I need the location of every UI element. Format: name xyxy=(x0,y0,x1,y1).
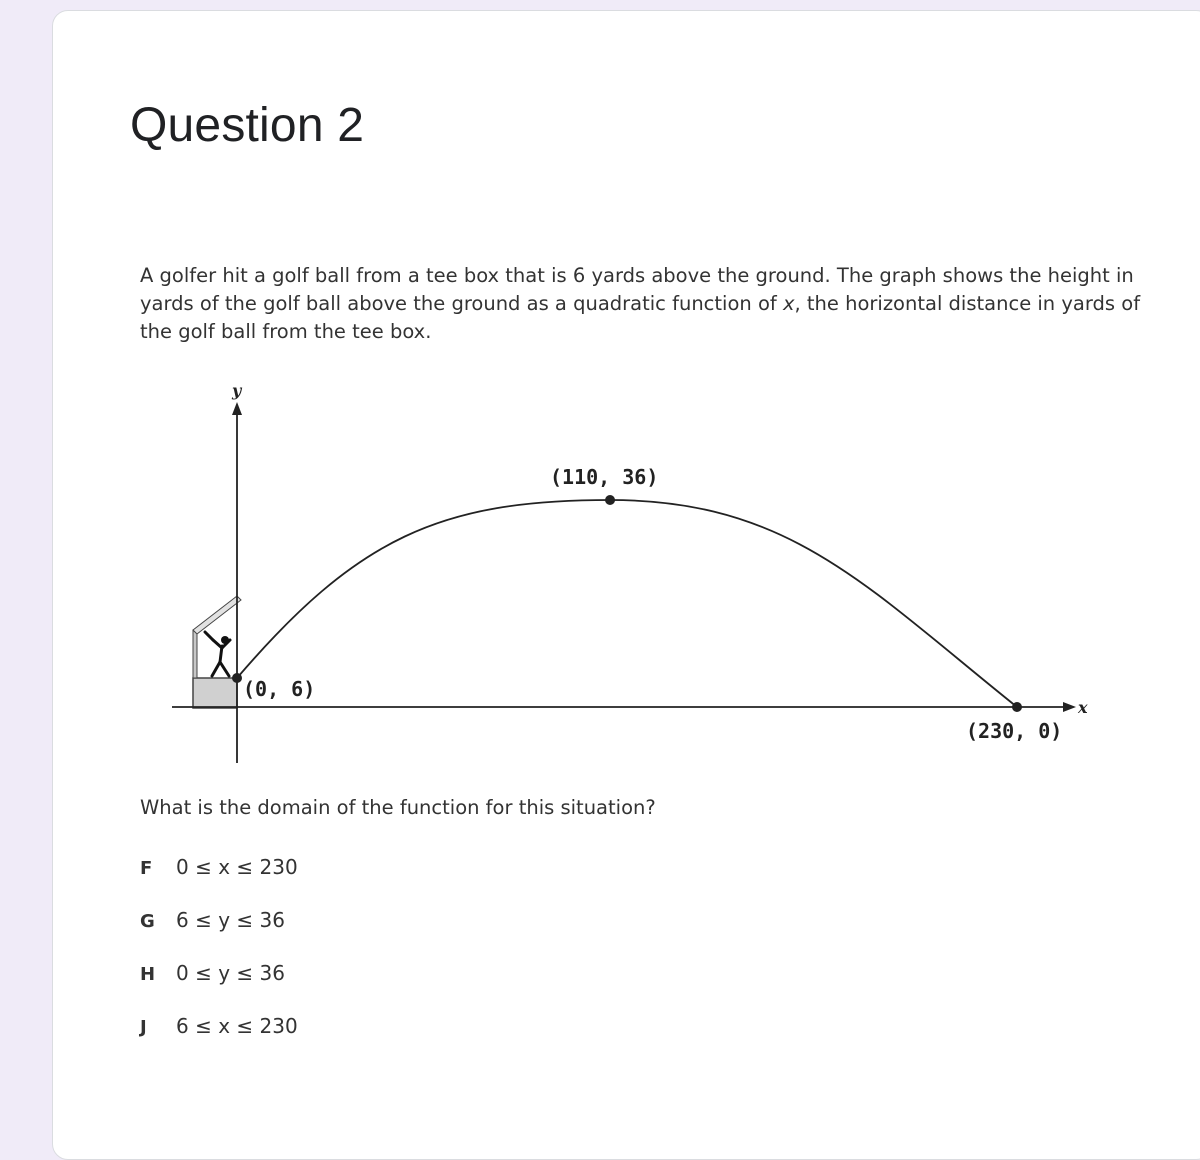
point-landing xyxy=(1012,702,1022,712)
point-landing-label: (230, 0) xyxy=(966,719,1063,743)
choice-letter: H xyxy=(140,964,156,985)
golfer-icon xyxy=(193,596,241,708)
choice-text: 6 ≤ y ≤ 36 xyxy=(176,908,285,932)
choice-letter: F xyxy=(140,858,153,879)
answer-choice-f[interactable] xyxy=(140,855,298,879)
choice-text: 6 ≤ x ≤ 230 xyxy=(176,1014,298,1038)
question-title: Question 2 xyxy=(130,99,365,152)
question-text-part-2: , the horizontal distance in yards of the golf ball from the tee box. xyxy=(140,292,1141,343)
answer-choice-h[interactable] xyxy=(140,961,285,985)
answer-choice-j[interactable] xyxy=(140,1014,298,1038)
point-start xyxy=(232,673,242,683)
choice-text: 0 ≤ x ≤ 230 xyxy=(176,855,298,879)
point-vertex-label: (110, 36) xyxy=(550,465,659,489)
point-start-label: (0, 6) xyxy=(243,677,316,701)
trajectory-graph xyxy=(160,375,1100,775)
question-text-part-1: A golfer hit a golf ball from a tee box that is 6 yards above the ground. The graph shows the height in yards of the golf ball above the ground as a quadratic function of xyxy=(140,264,1134,315)
question-text-variable: x xyxy=(782,292,795,315)
choice-letter: G xyxy=(140,911,155,932)
trajectory-curve xyxy=(237,500,1017,707)
question-prompt: What is the domain of the function for this situation? xyxy=(140,796,656,819)
choice-text: 0 ≤ y ≤ 36 xyxy=(176,961,285,985)
question-text xyxy=(140,262,1150,346)
point-vertex xyxy=(605,495,615,505)
answer-choice-g[interactable] xyxy=(140,908,285,932)
y-axis-label: y xyxy=(232,381,242,400)
x-axis-label: x xyxy=(1078,698,1088,717)
choice-letter: J xyxy=(140,1017,147,1038)
